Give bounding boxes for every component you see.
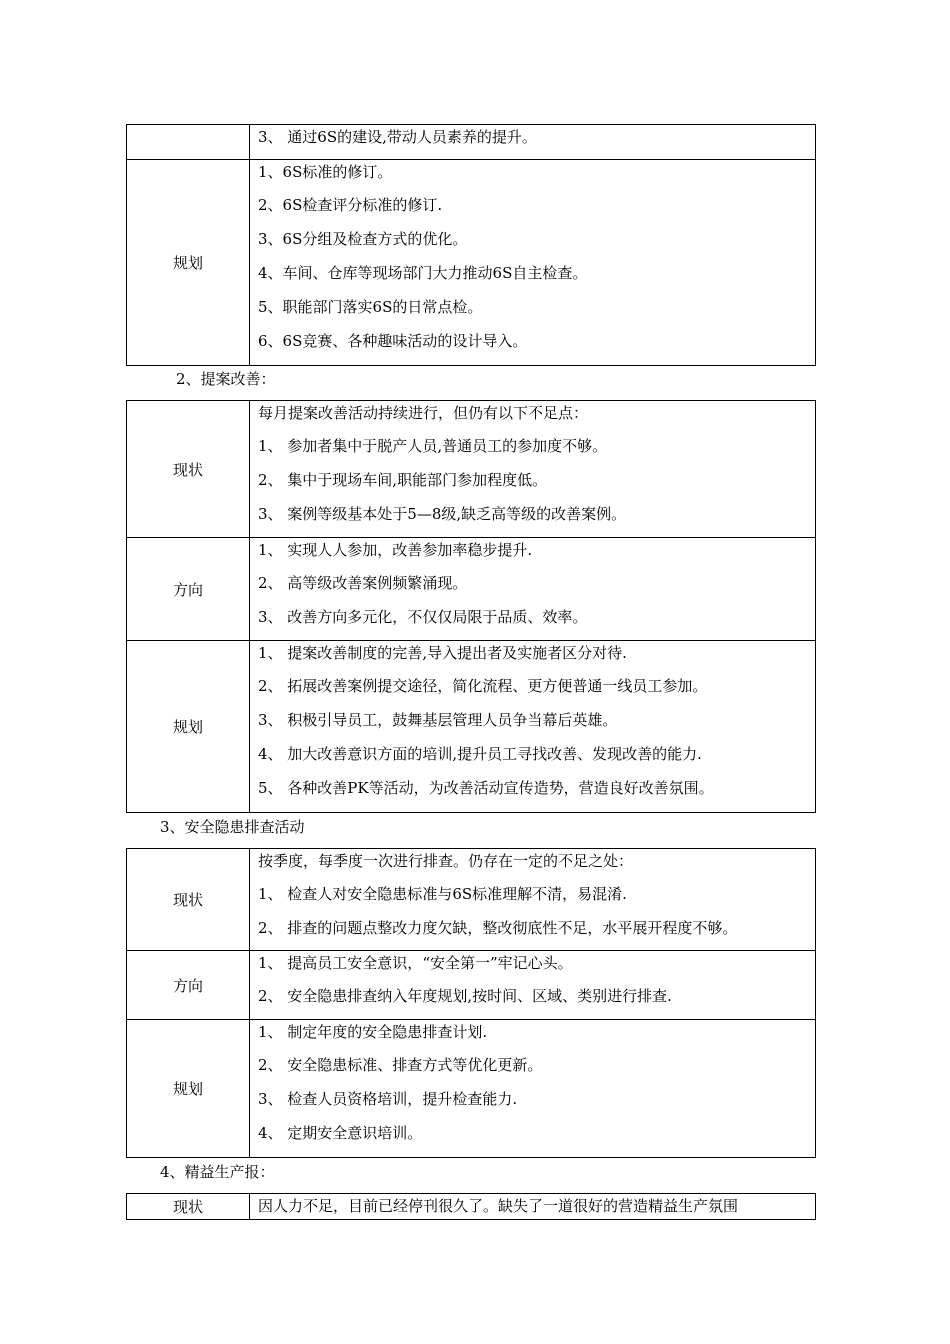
list-item: 2、 排查的问题点整改力度欠缺，整改彻底性不足，水平展开程度不够。 <box>258 919 738 937</box>
row-content <box>250 1194 816 1220</box>
list-item: 2、 安全隐患排查纳入年度规划,按时间、区域、类别进行排查. <box>258 987 672 1005</box>
table-row <box>127 951 816 1020</box>
section-heading-proposal: 2、提案改善： <box>176 370 276 388</box>
list-item: 3、 案例等级基本处于5—8级,缺乏高等级的改善案例。 <box>258 505 627 523</box>
row-label-plan: 规划 <box>127 1020 250 1158</box>
list-item: 3、 检查人员资格培训，提升检查能力. <box>258 1090 518 1108</box>
list-item: 2、 安全隐患标准、排查方式等优化更新。 <box>258 1056 543 1074</box>
table-6s <box>126 124 816 366</box>
list-item: 按季度，每季度一次进行排查。仍存在一定的不足之处： <box>258 852 634 870</box>
list-item: 1、 提案改善制度的完善,导入提出者及实施者区分对待. <box>258 644 627 662</box>
table-proposal <box>126 400 816 813</box>
table-lean-newsletter <box>126 1193 816 1220</box>
row-content <box>250 1020 816 1158</box>
section-heading-lean-newsletter: 4、精益生产报： <box>160 1163 275 1181</box>
row-content <box>250 401 816 538</box>
list-item: 2、 拓展改善案例提交途径，简化流程、更方便普通一线员工参加。 <box>258 677 708 695</box>
list-item: 6、6S竞赛、各种趣味活动的设计导入。 <box>258 332 528 350</box>
table-row <box>127 1194 816 1220</box>
list-item: 4、 加大改善意识方面的培训,提升员工寻找改善、发现改善的能力. <box>258 745 702 763</box>
list-item: 1、 实现人人参加，改善参加率稳步提升. <box>258 541 533 559</box>
row-content <box>250 641 816 813</box>
list-item: 2、 集中于现场车间,职能部门参加程度低。 <box>258 471 548 489</box>
table-row <box>127 1020 816 1158</box>
table-row <box>127 401 816 538</box>
table-row <box>127 160 816 366</box>
row-label-plan: 规划 <box>127 160 250 366</box>
row-label-status: 现状 <box>127 849 250 951</box>
list-item: 每月提案改善活动持续进行，但仍有以下不足点： <box>258 404 589 422</box>
table-row <box>127 538 816 641</box>
list-item: 1、6S标准的修订。 <box>258 163 393 181</box>
row-label <box>127 125 250 160</box>
list-item: 1、 参加者集中于脱产人员,普通员工的参加度不够。 <box>258 437 608 455</box>
list-item: 5、 各种改善PK等活动，为改善活动宣传造势，营造良好改善氛围。 <box>258 779 714 797</box>
list-item: 1、 检查人对安全隐患标准与6S标准理解不清，易混淆. <box>258 885 627 903</box>
table-row <box>127 641 816 813</box>
section-heading-safety: 3、安全隐患排查活动 <box>160 818 305 836</box>
table-row <box>127 125 816 160</box>
row-content <box>250 951 816 1020</box>
row-label-status: 现状 <box>127 401 250 538</box>
row-label-plan: 规划 <box>127 641 250 813</box>
list-item: 4、车间、仓库等现场部门大力推动6S自主检查。 <box>258 264 588 282</box>
list-item: 因人力不足，目前已经停刊很久了。缺失了一道很好的营造精益生产氛围 <box>258 1197 739 1215</box>
row-label-status: 现状 <box>127 1194 250 1220</box>
row-label-direction: 方向 <box>127 951 250 1020</box>
list-item: 3、 通过6S的建设,带动人员素养的提升。 <box>258 128 537 146</box>
row-content <box>250 160 816 366</box>
list-item: 2、 高等级改善案例频繁涌现。 <box>258 574 468 592</box>
table-row <box>127 849 816 951</box>
list-item: 5、职能部门落实6S的日常点检。 <box>258 298 483 316</box>
row-content <box>250 125 816 160</box>
list-item: 3、6S分组及检查方式的优化。 <box>258 230 468 248</box>
row-content <box>250 538 816 641</box>
list-item: 1、 提高员工安全意识，“安全第一”牢记心头。 <box>258 954 573 972</box>
table-safety <box>126 848 816 1158</box>
list-item: 1、 制定年度的安全隐患排查计划. <box>258 1023 488 1041</box>
list-item: 3、 积极引导员工，鼓舞基层管理人员争当幕后英雄。 <box>258 711 618 729</box>
list-item: 4、 定期安全意识培训。 <box>258 1124 423 1142</box>
list-item: 2、6S检查评分标准的修订. <box>258 196 443 214</box>
row-content <box>250 849 816 951</box>
list-item: 3、 改善方向多元化，不仅仅局限于品质、效率。 <box>258 608 588 626</box>
row-label-direction: 方向 <box>127 538 250 641</box>
